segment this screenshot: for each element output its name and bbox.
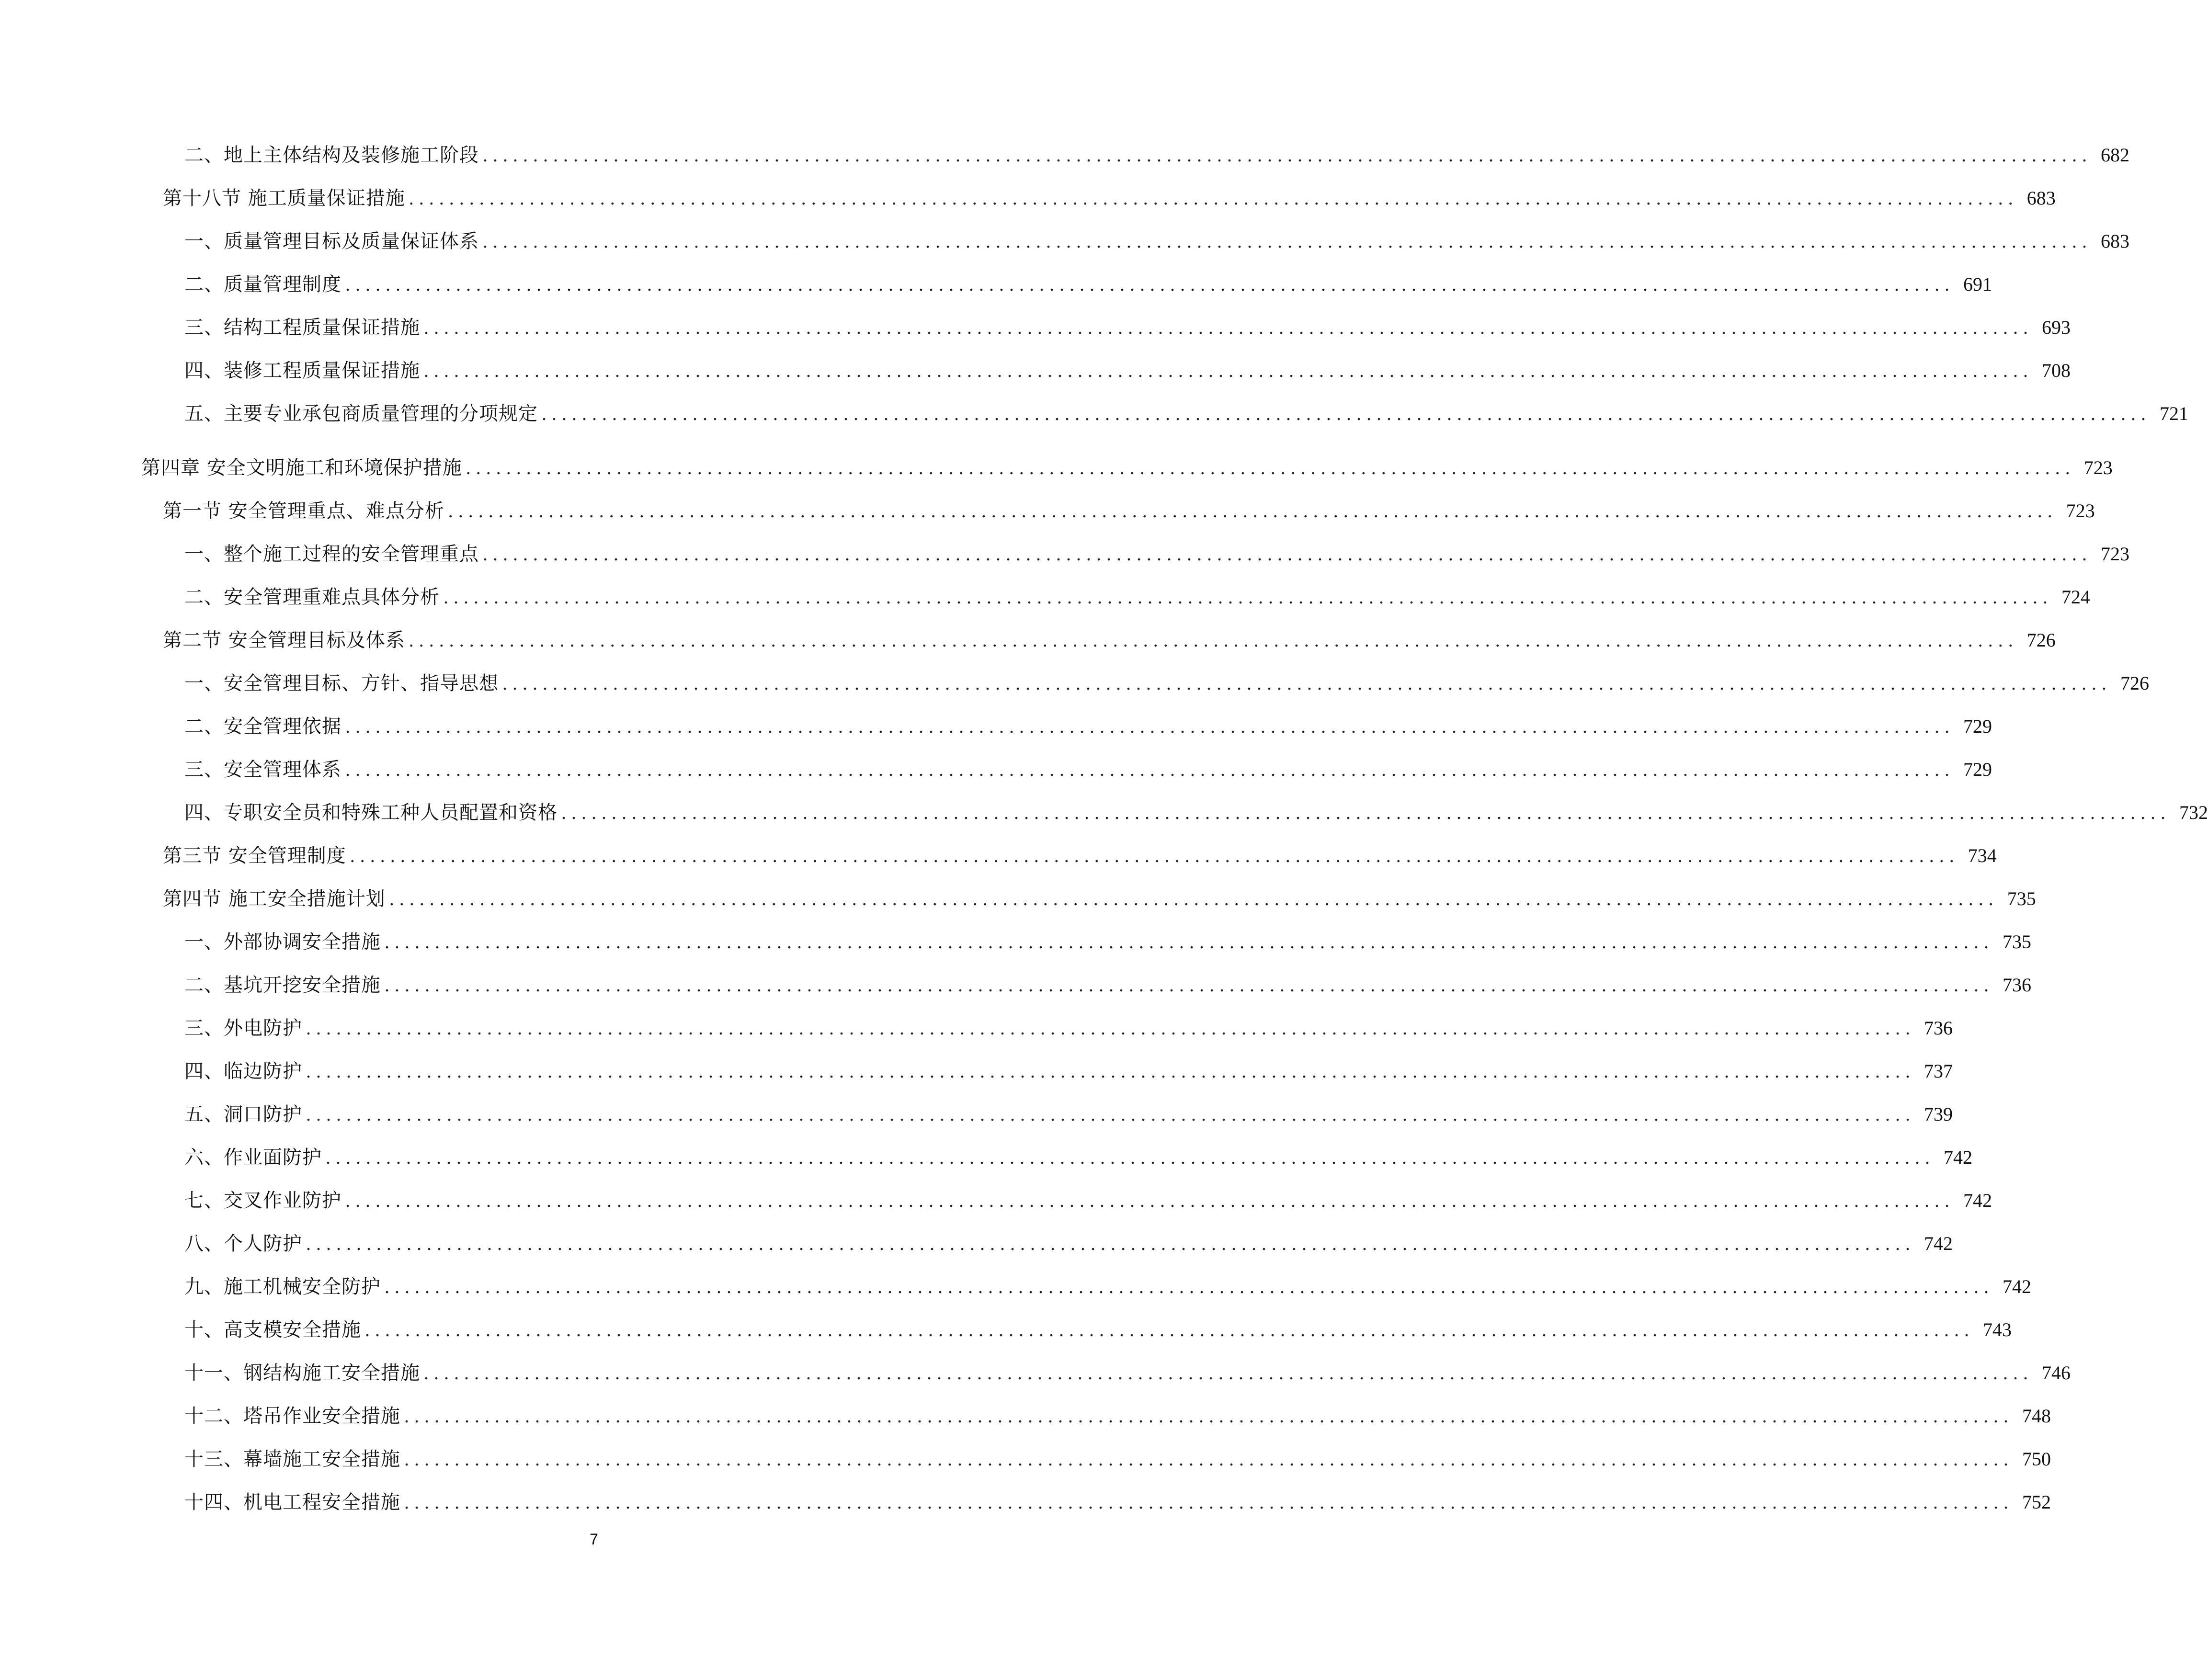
toc-entry-item[interactable] bbox=[184, 668, 2149, 699]
toc-entry-item[interactable] bbox=[184, 1228, 1953, 1260]
toc-entry-page-number: 683 bbox=[2101, 230, 2129, 252]
toc-entry-item[interactable] bbox=[184, 1400, 2051, 1432]
toc-entry-title: 三、外电防护 bbox=[184, 1017, 302, 1039]
toc-entry-item[interactable] bbox=[184, 226, 2129, 257]
toc-entry-title: 一、安全管理目标、方针、指导思想 bbox=[184, 672, 499, 694]
toc-entry-page-number: 726 bbox=[2120, 672, 2149, 694]
toc-entry-item[interactable] bbox=[184, 1357, 2071, 1389]
dot-leader: ................................................................................................................................................................ bbox=[404, 1448, 2014, 1470]
toc-entry-title: 四、临边防护 bbox=[184, 1060, 302, 1082]
toc-entry-page-number: 737 bbox=[1924, 1060, 1953, 1082]
dot-leader: ................................................................................................................................................................ bbox=[483, 144, 2092, 166]
toc-entry-item[interactable] bbox=[184, 312, 2071, 343]
toc-entry-title: 五、洞口防护 bbox=[184, 1103, 302, 1125]
toc-entry-page-number: 752 bbox=[2022, 1491, 2051, 1513]
dot-leader: ................................................................................................................................................................ bbox=[306, 1060, 1915, 1082]
toc-entry-page-number: 742 bbox=[1944, 1146, 1972, 1168]
toc-entry-page-number: 739 bbox=[1924, 1103, 1953, 1125]
toc-entry-title: 三、安全管理体系 bbox=[184, 759, 341, 781]
toc-entry-page-number: 734 bbox=[1968, 845, 1997, 866]
dot-leader: ................................................................................................................................................................ bbox=[424, 1362, 2033, 1384]
toc-entry-item[interactable] bbox=[184, 1487, 2051, 1518]
toc-entry-title: 五、主要专业承包商质量管理的分项规定 bbox=[184, 403, 538, 425]
toc-entry-page-number: 723 bbox=[2083, 457, 2113, 478]
toc-entry-item[interactable] bbox=[184, 1271, 2031, 1303]
toc-entry-page-number: 724 bbox=[2061, 586, 2090, 608]
toc-entry-page-number: 746 bbox=[2042, 1362, 2071, 1384]
toc-entry-page-number: 748 bbox=[2022, 1405, 2051, 1427]
toc-entry-chapter[interactable] bbox=[141, 452, 2113, 484]
dot-leader: ................................................................................................................................................................ bbox=[350, 845, 1959, 866]
toc-entry-page-number: 729 bbox=[1963, 759, 1992, 780]
dot-leader: ................................................................................................................................................................ bbox=[542, 403, 2151, 424]
toc-entry-title: 八、个人防护 bbox=[184, 1233, 302, 1255]
toc-entry-page-number: 736 bbox=[1924, 1017, 1953, 1039]
dot-leader: ................................................................................................................................................................ bbox=[385, 931, 1994, 953]
dot-leader: ................................................................................................................................................................ bbox=[345, 273, 1955, 295]
toc-entry-item[interactable] bbox=[184, 1185, 1992, 1216]
dot-leader: ................................................................................................................................................................ bbox=[404, 1405, 2014, 1427]
toc-entry-title: 四、专职安全员和特殊工种人员配置和资格 bbox=[184, 802, 558, 824]
dot-leader: ................................................................................................................................................................ bbox=[483, 543, 2092, 565]
dot-leader: ................................................................................................................................................................ bbox=[424, 317, 2033, 338]
toc-entry-page-number: 721 bbox=[2160, 403, 2188, 424]
toc-entry-item[interactable] bbox=[184, 711, 1992, 742]
dot-leader: ................................................................................................................................................................ bbox=[345, 715, 1955, 737]
toc-entry-item[interactable] bbox=[184, 969, 2031, 1001]
dot-leader: ................................................................................................................................................................ bbox=[409, 629, 2018, 651]
toc-entry-section[interactable] bbox=[163, 624, 2056, 656]
toc-entry-title: 第四节 施工安全措施计划 bbox=[163, 888, 386, 910]
dot-leader: ................................................................................................................................................................ bbox=[365, 1319, 1974, 1340]
dot-leader: ................................................................................................................................................................ bbox=[306, 1017, 1915, 1039]
toc-entry-page-number: 683 bbox=[2026, 187, 2056, 209]
dot-leader: ................................................................................................................................................................ bbox=[444, 586, 2053, 608]
dot-leader: ................................................................................................................................................................ bbox=[345, 759, 1955, 780]
toc-entry-item[interactable] bbox=[184, 797, 2208, 829]
toc-entry-title: 十四、机电工程安全措施 bbox=[184, 1491, 400, 1513]
toc-entry-title: 十、高支模安全措施 bbox=[184, 1319, 361, 1341]
toc-entry-title: 三、结构工程质量保证措施 bbox=[184, 317, 420, 339]
toc-entry-title: 第三节 安全管理制度 bbox=[163, 845, 346, 867]
toc-entry-page-number: 723 bbox=[2101, 543, 2129, 565]
toc-entry-section[interactable] bbox=[163, 840, 1997, 872]
toc-entry-title: 四、装修工程质量保证措施 bbox=[184, 360, 420, 382]
dot-leader: ................................................................................................................................................................ bbox=[561, 802, 2171, 823]
toc-entry-title: 十一、钢结构施工安全措施 bbox=[184, 1362, 420, 1384]
toc-entry-item[interactable] bbox=[184, 269, 1992, 300]
toc-entry-title: 第十八节 施工质量保证措施 bbox=[163, 187, 405, 209]
toc-entry-section[interactable] bbox=[163, 182, 2056, 214]
dot-leader: ................................................................................................................................................................ bbox=[409, 187, 2018, 209]
toc-entry-title: 第二节 安全管理目标及体系 bbox=[163, 629, 405, 651]
toc-entry-item[interactable] bbox=[184, 139, 2129, 171]
toc-entry-title: 二、质量管理制度 bbox=[184, 273, 341, 295]
toc-entry-title: 第四章 安全文明施工和环境保护措施 bbox=[141, 457, 462, 479]
dot-leader: ................................................................................................................................................................ bbox=[326, 1146, 1935, 1168]
toc-entry-title: 七、交叉作业防护 bbox=[184, 1190, 341, 1212]
dot-leader: ................................................................................................................................................................ bbox=[404, 1491, 2014, 1513]
dot-leader: ................................................................................................................................................................ bbox=[483, 230, 2092, 252]
toc-entry-title: 二、安全管理依据 bbox=[184, 715, 341, 738]
page-number: 7 bbox=[590, 1531, 598, 1548]
dot-leader: ................................................................................................................................................................ bbox=[306, 1103, 1915, 1125]
toc-entry-page-number: 735 bbox=[2003, 931, 2031, 953]
toc-entry-item[interactable] bbox=[184, 1056, 1953, 1087]
toc-entry-page-number: 723 bbox=[2066, 500, 2095, 522]
toc-entry-section[interactable] bbox=[163, 883, 2036, 915]
toc-entry-title: 九、施工机械安全防护 bbox=[184, 1276, 381, 1298]
toc-entry-item[interactable] bbox=[184, 581, 2090, 613]
toc-entry-title: 十二、塔吊作业安全措施 bbox=[184, 1405, 400, 1427]
toc-entry-title: 一、质量管理目标及质量保证体系 bbox=[184, 230, 479, 252]
toc-entry-title: 六、作业面防护 bbox=[184, 1146, 322, 1169]
toc-entry-item[interactable] bbox=[184, 1099, 1953, 1130]
toc-entry-item[interactable] bbox=[184, 926, 2031, 958]
toc-entry-section[interactable] bbox=[163, 495, 2095, 527]
toc-entry-title: 十三、幕墙施工安全措施 bbox=[184, 1448, 400, 1470]
toc-entry-page-number: 750 bbox=[2022, 1448, 2051, 1470]
toc-entry-page-number: 735 bbox=[2007, 888, 2036, 909]
toc-entry-item[interactable] bbox=[184, 1314, 2012, 1346]
toc-entry-item[interactable] bbox=[184, 398, 2188, 430]
toc-entry-page-number: 682 bbox=[2101, 144, 2129, 166]
toc-entry-item[interactable] bbox=[184, 1443, 2051, 1475]
toc-entry-item[interactable] bbox=[184, 538, 2129, 570]
dot-leader: ................................................................................................................................................................ bbox=[306, 1233, 1915, 1254]
toc-entry-title: 一、外部协调安全措施 bbox=[184, 931, 381, 953]
toc-entry-item[interactable] bbox=[184, 1142, 1972, 1173]
dot-leader: ................................................................................................................................................................ bbox=[466, 457, 2075, 478]
toc-entry-page-number: 732 bbox=[2179, 802, 2208, 823]
toc-entry-page-number: 708 bbox=[2042, 360, 2071, 381]
toc-entry-page-number: 691 bbox=[1963, 273, 1992, 295]
toc-entry-title: 一、整个施工过程的安全管理重点 bbox=[184, 543, 479, 565]
dot-leader: ................................................................................................................................................................ bbox=[448, 500, 2058, 522]
dot-leader: ................................................................................................................................................................ bbox=[502, 672, 2112, 694]
dot-leader: ................................................................................................................................................................ bbox=[385, 1276, 1994, 1297]
toc-entry-title: 二、安全管理重难点具体分析 bbox=[184, 586, 440, 608]
toc-entry-page-number: 742 bbox=[1963, 1190, 1992, 1211]
toc-entry-title: 第一节 安全管理重点、难点分析 bbox=[163, 500, 444, 522]
dot-leader: ................................................................................................................................................................ bbox=[345, 1190, 1955, 1211]
toc-entry-page-number: 726 bbox=[2026, 629, 2056, 651]
dot-leader: ................................................................................................................................................................ bbox=[389, 888, 1999, 909]
toc-entry-item[interactable] bbox=[184, 355, 2071, 386]
toc-entry-item[interactable] bbox=[184, 1012, 1953, 1044]
toc-entry-page-number: 742 bbox=[1924, 1233, 1953, 1254]
toc-entry-page-number: 736 bbox=[2003, 974, 2031, 996]
toc-entry-title: 二、基坑开挖安全措施 bbox=[184, 974, 381, 996]
toc-entry-title: 二、地上主体结构及装修施工阶段 bbox=[184, 144, 479, 166]
toc-entry-page-number: 742 bbox=[2003, 1276, 2031, 1297]
toc-entry-page-number: 743 bbox=[1983, 1319, 2012, 1340]
dot-leader: ................................................................................................................................................................ bbox=[424, 360, 2033, 381]
toc-entry-item[interactable] bbox=[184, 754, 1992, 785]
toc-entry-page-number: 729 bbox=[1963, 715, 1992, 737]
toc-entry-page-number: 693 bbox=[2042, 317, 2071, 338]
dot-leader: ................................................................................................................................................................ bbox=[385, 974, 1994, 996]
